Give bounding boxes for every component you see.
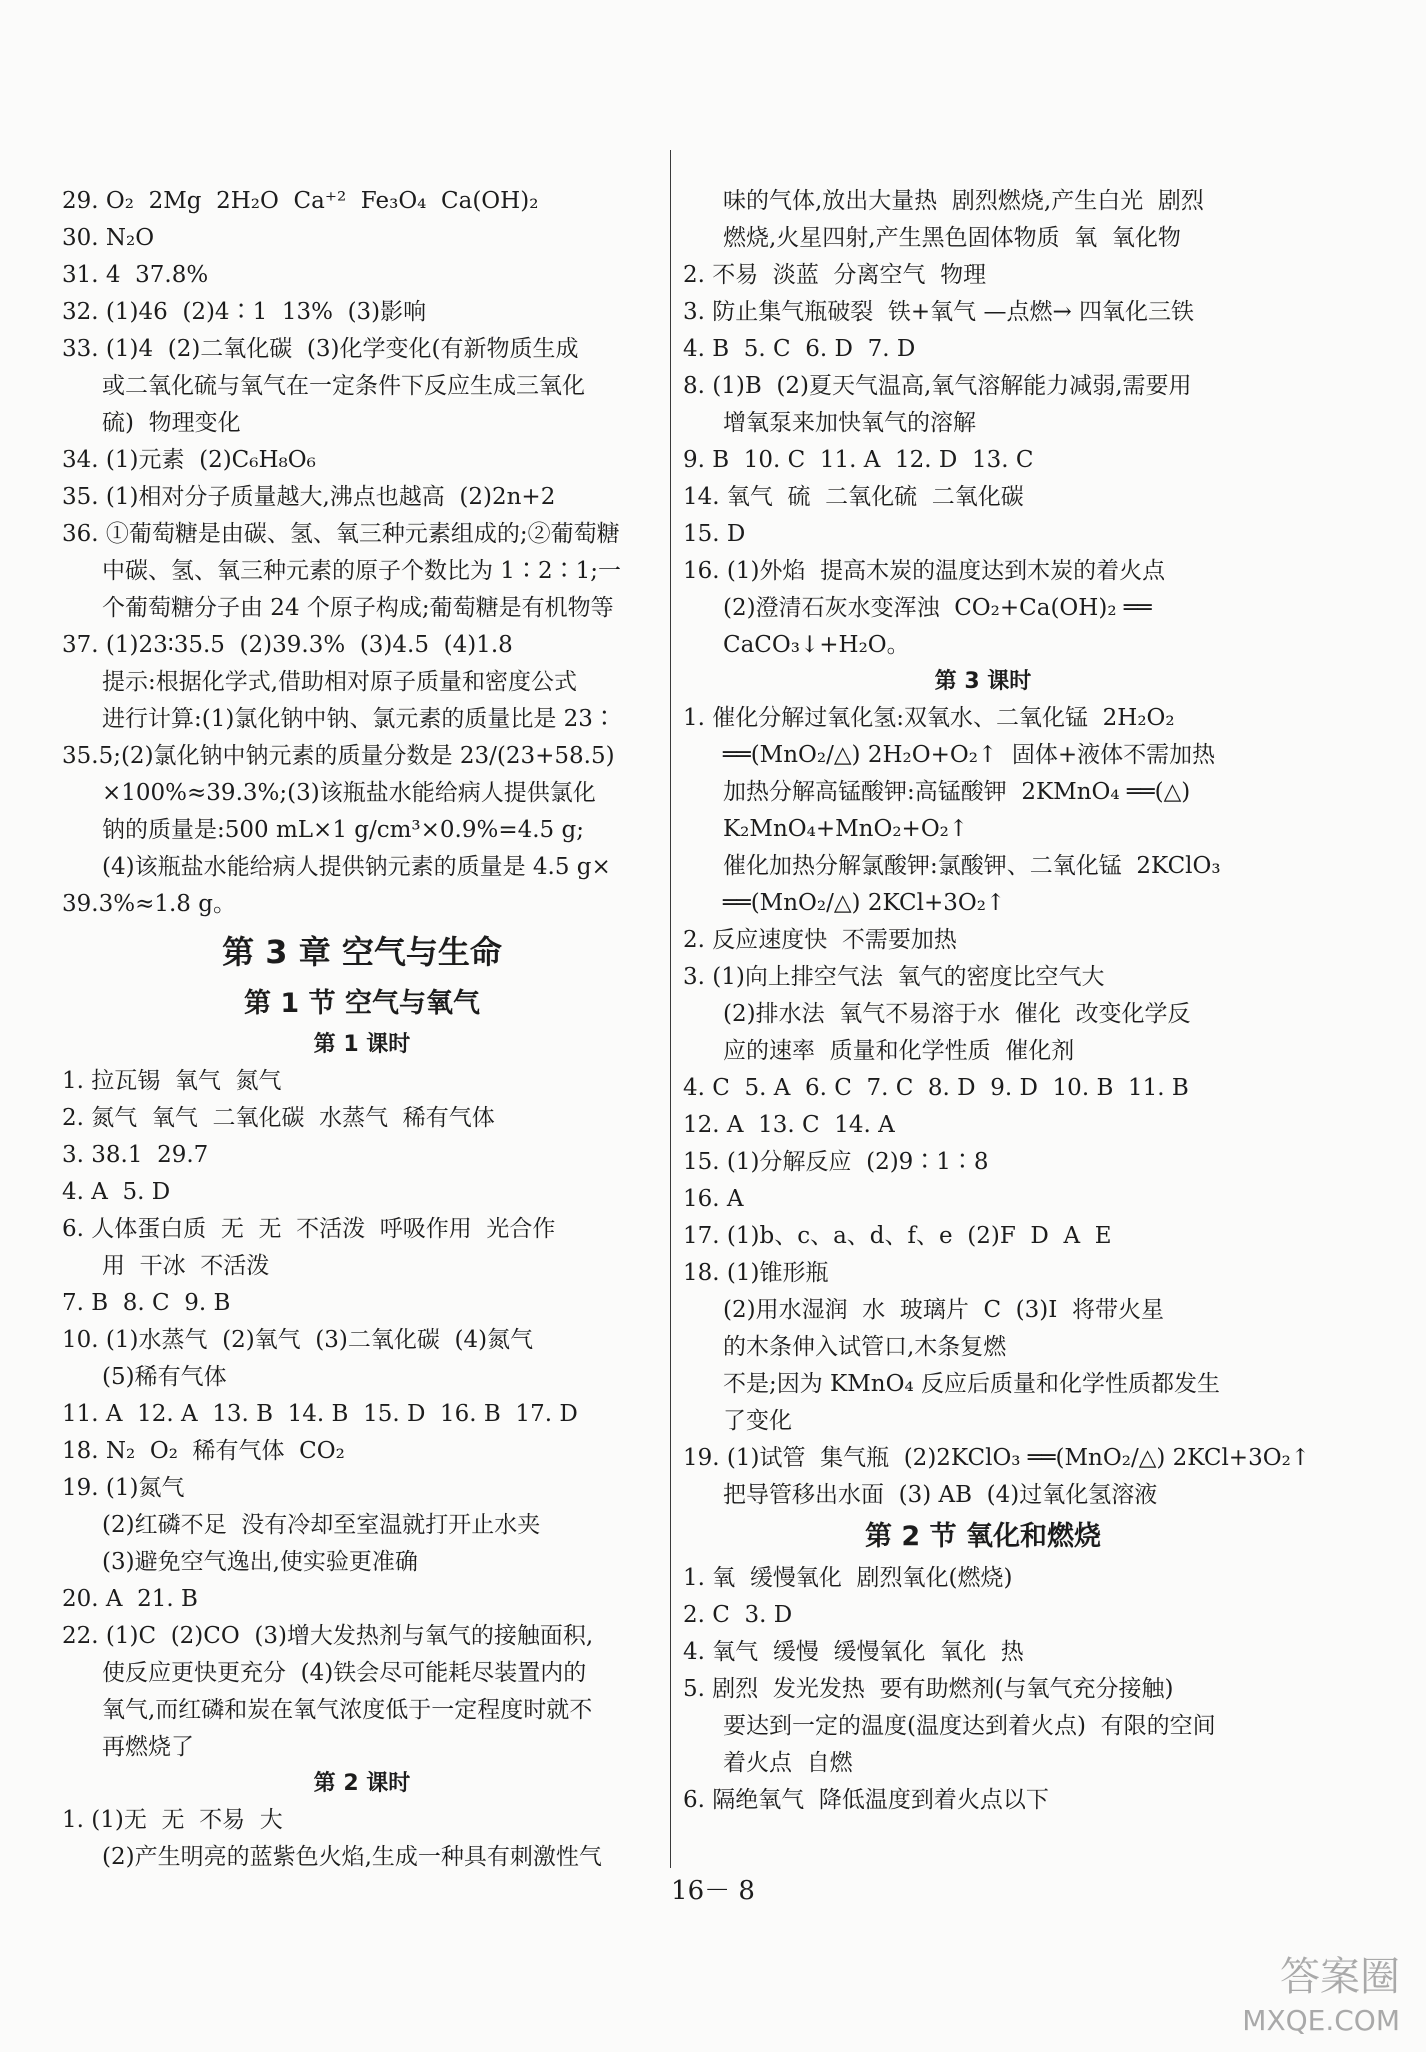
watermark-logo — [1242, 1955, 1400, 2043]
answer-line: 3. (1)向上排空气法 氧气的密度比空气大 — [683, 964, 1105, 990]
answer-line: 22. (1)C (2)CO (3)增大发热剂与氧气的接触面积, — [62, 1623, 594, 1649]
answer-line: 把导管移出水面 (3) AB (4)过氧化氢溶液 — [723, 1482, 1158, 1508]
chapter-heading: 第 3 章 空气与生命 — [222, 933, 502, 971]
answer-line: CaCO₃↓+H₂O。 — [723, 632, 910, 658]
answer-line: 33. (1)4 (2)二氧化碳 (3)化学变化(有新物质生成 — [62, 336, 579, 362]
answer-line: (2)排水法 氧气不易溶于水 催化 改变化学反 — [723, 1001, 1191, 1027]
answer-line: 硫) 物理变化 — [102, 410, 241, 436]
answer-line: 使反应更快更充分 (4)铁会尽可能耗尽装置内的 — [102, 1660, 587, 1686]
page-number: 16－ 8 — [671, 1876, 755, 1906]
answer-line: 钠的质量是:500 mL×1 g/cm³×0.9%=4.5 g; — [102, 817, 584, 843]
answer-line: 提示:根据化学式,借助相对原子质量和密度公式 — [102, 669, 578, 695]
section-heading: 第 1 节 空气与氧气 — [244, 988, 480, 1019]
answer-line: 的木条伸入试管口,木条复燃 — [723, 1334, 1007, 1360]
answer-line: 4. B 5. C 6. D 7. D — [683, 336, 916, 362]
answer-line: 再燃烧了 — [102, 1734, 194, 1760]
answer-line: 增氧泵来加快氧气的溶解 — [723, 410, 976, 436]
answer-line: (3)避免空气逸出,使实验更准确 — [102, 1549, 418, 1575]
answer-line: 1. 拉瓦锡 氧气 氮气 — [62, 1068, 282, 1094]
answer-line: 18. (1)锥形瓶 — [683, 1260, 829, 1286]
answer-line: 19. (1)试管 集气瓶 (2)2KClO₃ ══(MnO₂/△) 2KCl+3O₂↑ — [683, 1445, 1311, 1471]
answer-line: 2. 氮气 氧气 二氧化碳 水蒸气 稀有气体 — [62, 1105, 495, 1131]
answer-line: 4. C 5. A 6. C 7. C 8. D 9. D 10. B 11. B — [683, 1075, 1189, 1101]
left-column — [62, 183, 662, 1876]
answer-line: K₂MnO₄+MnO₂+O₂↑ — [723, 816, 969, 842]
answer-line: 16. A — [683, 1186, 744, 1212]
answer-line: 6. 人体蛋白质 无 无 不活泼 呼吸作用 光合作 — [62, 1216, 556, 1242]
answer-line: 应的速率 质量和化学性质 催化剂 — [723, 1038, 1075, 1064]
answer-line: 35. (1)相对分子质量越大,沸点也越高 (2)2n+2 — [62, 484, 556, 510]
answer-line: 39.3%≈1.8 g。 — [62, 891, 236, 917]
answer-line: 4. A 5. D — [62, 1179, 171, 1205]
answer-line: 14. 氧气 硫 二氧化硫 二氧化碳 — [683, 484, 1024, 510]
answer-line: ══(MnO₂/△) 2H₂O+O₂↑ 固体+液体不需加热 — [723, 742, 1216, 768]
answer-line: 着火点 自燃 — [723, 1750, 853, 1776]
answer-line: (5)稀有气体 — [102, 1364, 227, 1390]
answer-line: ×100%≈39.3%;(3)该瓶盐水能给病人提供氯化 — [102, 780, 596, 806]
answer-line: 15. D — [683, 521, 746, 547]
answer-line: 3. 38.1 29.7 — [62, 1142, 209, 1168]
answer-line: 或二氧化硫与氧气在一定条件下反应生成三氧化 — [102, 373, 585, 399]
answer-line: (2)产生明亮的蓝紫色火焰,生成一种具有刺激性气 — [102, 1844, 602, 1870]
lesson-heading: 第 1 课时 — [313, 1032, 411, 1057]
answer-line: 中碳、氢、氧三种元素的原子个数比为 1∶2∶1;一 — [102, 558, 621, 584]
lesson-heading: 第 3 课时 — [934, 669, 1032, 694]
answer-line: 35.5;(2)氯化钠中钠元素的质量分数是 23/(23+58.5) — [62, 743, 615, 769]
answer-line: 7. B 8. C 9. B — [62, 1290, 231, 1316]
answer-line: 5. 剧烈 发光发热 要有助燃剂(与氧气充分接触) — [683, 1676, 1174, 1702]
answer-line: 氧气,而红磷和炭在氧气浓度低于一定程度时就不 — [102, 1697, 593, 1723]
answer-line: (2)用水湿润 水 玻璃片 C (3)Ⅰ 将带火星 — [723, 1297, 1164, 1323]
answer-line: 2. 不易 淡蓝 分离空气 物理 — [683, 262, 987, 288]
column-divider — [670, 150, 671, 1868]
answer-line: 31. 4 37.8% — [62, 262, 209, 288]
answer-line: 进行计算:(1)氯化钠中钠、氯元素的质量比是 23∶ — [102, 706, 616, 732]
answer-line: (4)该瓶盐水能给病人提供钠元素的质量是 4.5 g× — [102, 854, 611, 880]
answer-line: 2. 反应速度快 不需要加热 — [683, 927, 957, 953]
answer-line: ══(MnO₂/△) 2KCl+3O₂↑ — [723, 890, 1006, 916]
section-heading: 第 2 节 氧化和燃烧 — [865, 1521, 1101, 1552]
answer-line: 1. 氧 缓慢氧化 剧烈氧化(燃烧) — [683, 1565, 1013, 1591]
answer-line: 32. (1)46 (2)4∶1 13% (3)影响 — [62, 299, 427, 325]
answer-line: (2)澄清石灰水变浑浊 CO₂+Ca(OH)₂ ══ — [723, 595, 1152, 621]
answer-line: 18. N₂ O₂ 稀有气体 CO₂ — [62, 1438, 345, 1464]
answer-line: 8. (1)B (2)夏天气温高,氧气溶解能力减弱,需要用 — [683, 373, 1192, 399]
answer-line: 30. N₂O — [62, 225, 155, 251]
answer-line: 加热分解高锰酸钾:高锰酸钾 2KMnO₄ ══(△) — [723, 779, 1191, 805]
answer-line: 16. (1)外焰 提高木炭的温度达到木炭的着火点 — [683, 558, 1166, 584]
answer-line: 了变化 — [723, 1408, 792, 1434]
answer-line: 15. (1)分解反应 (2)9∶1∶8 — [683, 1149, 989, 1175]
answer-line: 用 干冰 不活泼 — [102, 1253, 270, 1279]
answer-line: 9. B 10. C 11. A 12. D 13. C — [683, 447, 1034, 473]
answer-line: 燃烧,火星四射,产生黑色固体物质 氧 氧化物 — [723, 225, 1181, 251]
answer-line: 29. O₂ 2Mg 2H₂O Ca⁺² Fe₃O₄ Ca(OH)₂ — [62, 188, 539, 214]
watermark-url: MXQE.COM — [1242, 2004, 1400, 2037]
answer-line: 20. A 21. B — [62, 1586, 198, 1612]
right-column — [683, 183, 1311, 1819]
answer-line: 不是;因为 KMnO₄ 反应后质量和化学性质都发生 — [723, 1371, 1220, 1397]
answer-line: 1. 催化分解过氧化氢:双氧水、二氧化锰 2H₂O₂ — [683, 705, 1175, 731]
answer-line: 味的气体,放出大量热 剧烈燃烧,产生白光 剧烈 — [723, 188, 1204, 214]
lesson-heading: 第 2 课时 — [313, 1771, 411, 1796]
answer-line: 19. (1)氮气 — [62, 1475, 185, 1501]
answer-line: (2)红磷不足 没有冷却至室温就打开止水夹 — [102, 1512, 541, 1538]
answer-line: 11. A 12. A 13. B 14. B 15. D 16. B 17. D — [62, 1401, 578, 1427]
answer-line: 12. A 13. C 14. A — [683, 1112, 895, 1138]
answer-line: 6. 隔绝氧气 降低温度到着火点以下 — [683, 1787, 1049, 1813]
answer-line: 4. 氧气 缓慢 缓慢氧化 氧化 热 — [683, 1639, 1024, 1665]
answer-line: 2. C 3. D — [683, 1602, 793, 1628]
answer-line: 要达到一定的温度(温度达到着火点) 有限的空间 — [723, 1713, 1216, 1739]
answer-line: 10. (1)水蒸气 (2)氧气 (3)二氧化碳 (4)氮气 — [62, 1327, 534, 1353]
answer-line: 催化加热分解氯酸钾:氯酸钾、二氧化锰 2KClO₃ — [723, 853, 1221, 879]
watermark-text: 答案圈 — [1280, 1954, 1400, 2000]
answer-line: 3. 防止集气瓶破裂 铁+氧气 —点燃→ 四氧化三铁 — [683, 299, 1195, 325]
answer-line: 1. (1)无 无 不易 大 — [62, 1807, 283, 1833]
answer-line: 36. ①葡萄糖是由碳、氢、氧三种元素组成的;②葡萄糖 — [62, 521, 620, 547]
answer-line: 个葡萄糖分子由 24 个原子构成;葡萄糖是有机物等 — [102, 595, 614, 621]
answer-line: 34. (1)元素 (2)C₆H₈O₆ — [62, 447, 316, 473]
answer-line: 37. (1)23∶35.5 (2)39.3% (3)4.5 (4)1.8 — [62, 632, 513, 658]
answer-line: 17. (1)b、c、a、d、f、e (2)F D A E — [683, 1223, 1112, 1249]
